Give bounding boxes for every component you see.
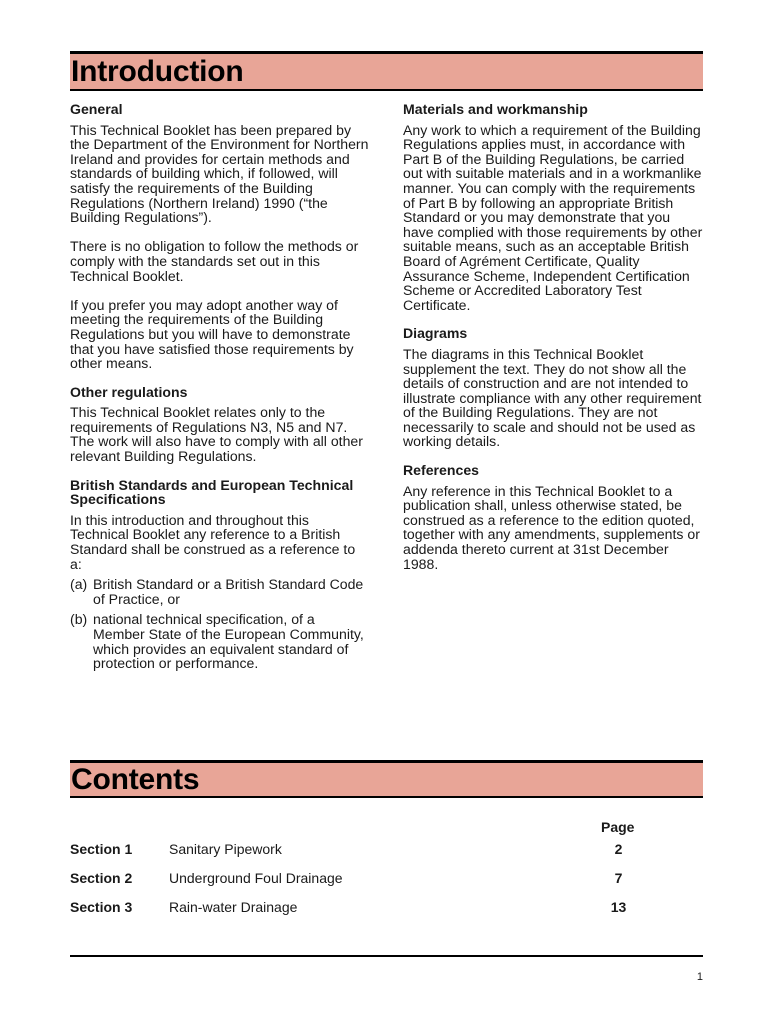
contents-section-title: Underground Foul Drainage (169, 870, 343, 886)
contents-section-title: Sanitary Pipework (169, 841, 282, 857)
references-paragraph: Any reference in this Technical Booklet to a publication shall, unless otherwise stated, be construed as a reference to the edition quoted, together with any amendments, supplements or addenda thereto current at 31st December 1988. (403, 482, 700, 572)
other-regulations-heading: Other regulations (70, 383, 188, 400)
introduction-heading-band (70, 51, 703, 91)
materials-paragraph: Any work to which a requirement of the Building Regulations applies must, in accordance with Part B of the Building Regulations, be carried out with suitable materials and in a workmanlike manner. You can comply with the requirements of Part B by following an appropriate British Standard or you may demonstrate that you have complied with those requirements by other suitable means, such as an acceptable British Board of Agrément Certificate, Quality Assurance Scheme, Independent Certification Scheme or Accredited Laboratory Test Certificate. (403, 121, 703, 313)
contents-page-column-header (70, 819, 703, 835)
contents-page-number: 2 (614, 841, 623, 857)
introduction-right-column (403, 102, 703, 571)
british-standards-list (70, 577, 370, 671)
list-item-marker: (b) (70, 611, 88, 628)
british-standards-heading: British Standards and European Technical Specifications (70, 476, 354, 508)
contents-row[interactable] (70, 841, 703, 857)
general-paragraph-3: If you prefer you may adopt another way of meeting the requirements of the Building Regulations but you will have to demonstrate that you have satisfied those requirements by other means. (70, 296, 354, 372)
contents-heading: Contents (71, 762, 200, 796)
contents-section-number: Section 3 (70, 899, 133, 915)
page-label: Page (601, 819, 635, 835)
list-item-marker: (a) (70, 576, 88, 593)
list-item-text: British Standard or a British Standard Code of Practice, or (93, 576, 364, 607)
general-paragraph-1: This Technical Booklet has been prepared by the Department of the Environment for Northern Ireland and provides for certain methods and standards of building which, if followed, will satisfy the requirements of the Building Regulations (Northern Ireland) 1990 (“the Building Regulations”). (70, 121, 369, 226)
other-regulations-paragraph: This Technical Booklet relates only to the requirements of Regulations N3, N5 and N7. The work will also have to comply with all other relevant Building Regulations. (70, 404, 363, 465)
contents-section-title: Rain-water Drainage (169, 899, 298, 915)
footer-page-number: 1 (696, 971, 703, 983)
introduction-left-column (70, 102, 370, 671)
contents-row[interactable] (70, 899, 703, 915)
introduction-heading: Introduction (71, 54, 244, 88)
contents-section-number: Section 2 (70, 870, 133, 886)
contents-page-number: 7 (614, 870, 623, 886)
british-standards-paragraph: In this introduction and throughout this Technical Booklet any reference to a British Standard shall be construed as a reference to a: (70, 511, 356, 572)
list-item (70, 577, 370, 606)
contents-page-number: 13 (610, 899, 627, 915)
materials-heading: Materials and workmanship (403, 101, 588, 117)
diagrams-heading: Diagrams (403, 325, 468, 342)
general-paragraph-2: There is no obligation to follow the methods or comply with the standards set out in this Technical Booklet. (70, 238, 359, 284)
list-item-text: national technical specification, of a Member State of the European Community, which provides an equivalent standard of protection or performance. (93, 611, 364, 672)
contents-section-number: Section 1 (70, 841, 133, 857)
contents-row[interactable] (70, 870, 703, 886)
footer-rule (70, 955, 703, 957)
contents-heading-band (70, 760, 703, 798)
list-item (70, 612, 370, 670)
general-heading: General (70, 101, 123, 117)
diagrams-paragraph: The diagrams in this Technical Booklet supplement the text. They do not show all the details of construction and are not intended to illustrate compliance with any other requirement of the Building Regulations. They are not necessarily to scale and should not be used as working details. (403, 345, 702, 450)
references-heading: References (403, 462, 479, 479)
